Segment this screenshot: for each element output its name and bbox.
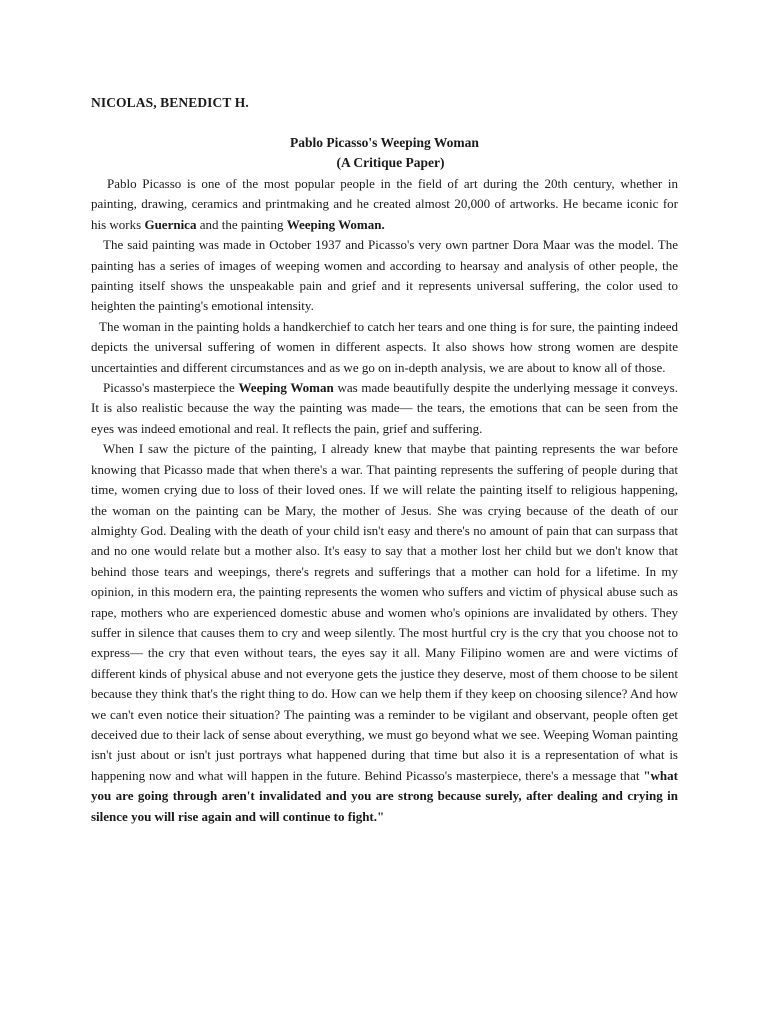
text-segment: Pablo Picasso is one of the most popular people in the field of art during the 20th century, whether in painting, drawing, ceramics and printmaking and he created almost 20,000 of artworks. He became iconic for his works	[91, 176, 678, 232]
bold-text-segment: Guernica	[144, 216, 197, 232]
text-segment: and the painting	[196, 216, 287, 232]
bold-text-segment: Weeping Woman.	[286, 216, 385, 232]
bold-text-segment: "what you are going through aren't invalidated and you are strong because surely, after dealing and crying in silence you will rise again and will continue to fight."	[91, 767, 678, 824]
paper-subtitle: (A Critique Paper)	[336, 155, 445, 171]
bold-text-segment: Weeping Woman	[238, 380, 334, 396]
paragraph-4	[91, 378, 678, 439]
paragraph-5	[91, 439, 678, 827]
text-segment: The woman in the painting holds a handkerchief to catch her tears and one thing is for sure, the painting indeed depicts the universal suffering of women in different aspects. It also shows how strong women are despite uncertainties and different circumstances and as we go on in-depth analysis, we are about to know all of those.	[91, 318, 678, 375]
text-segment: was made beautifully despite the underlying message it conveys. It is also realistic because the way the painting was made— the tears, the emotions that can be seen from the eyes was indeed emotional and real. It reflects the pain, grief and suffering.	[91, 380, 678, 436]
text-segment: When I saw the picture of the painting, I already knew that maybe that painting represents the war before knowing that Picasso made that when there's a war. That painting represents the suffering of people during that time, women crying due to loss of their loved ones. If we will relate the painting itself to religious happening, the woman on the painting can be Mary, the mother of Jesus. She was crying because of the death of our almighty God. Dealing with the death of your child isn't easy and there's no amount of pain that can surpass that and no one would relate but a mother also. It's easy to say that a mother lost her child but we don't know that behind those tears and weepings, there's regrets and sufferings that a mother can hold for a lifetime. In my opinion, in this modern era, the painting represents the women who suffers and victim of physical abuse such as rape, mothers who are experienced domestic abuse and women who's opinions are invalidated by others. They suffer in silence that causes them to cry and weep silently. The most hurtful cry is the cry that you choose not to express— the cry that even without tears, the eyes say it all. Many Filipino women are and were victims of different kinds of physical abuse and not everyone gets the justice they deserve, most of them choose to be silent because they think that's the right thing to do. How can we help them if they keep on choosing silence? And how we can't even notice their situation? The painting was a reminder to be vigilant and observant, people often get deceived due to their lack of sense about everything, we must go beyond what we see. Weeping Woman painting isn't just about or isn't just portrays what happened during that time but also it is a representation of what is happening now and what will happen in the future. Behind Picasso's masterpiece, there's a message that	[91, 441, 678, 783]
paragraph-2	[91, 235, 678, 317]
text-segment: Picasso's masterpiece the	[103, 380, 239, 396]
title-block	[91, 133, 678, 174]
paper-title: Pablo Picasso's Weeping Woman	[290, 135, 479, 150]
body-text	[91, 174, 678, 827]
author-name: NICOLAS, BENEDICT H.	[91, 95, 249, 110]
paragraph-1	[91, 174, 678, 235]
text-segment: The said painting was made in October 1937 and Picasso's very own partner Dora Maar was the model. The painting has a series of images of weeping women and according to hearsay and analysis of other people, the painting itself shows the unspeakable pain and grief and it represents universal suffering, the color used to heighten the painting's emotional intensity.	[91, 237, 678, 314]
paragraph-3	[91, 317, 678, 378]
